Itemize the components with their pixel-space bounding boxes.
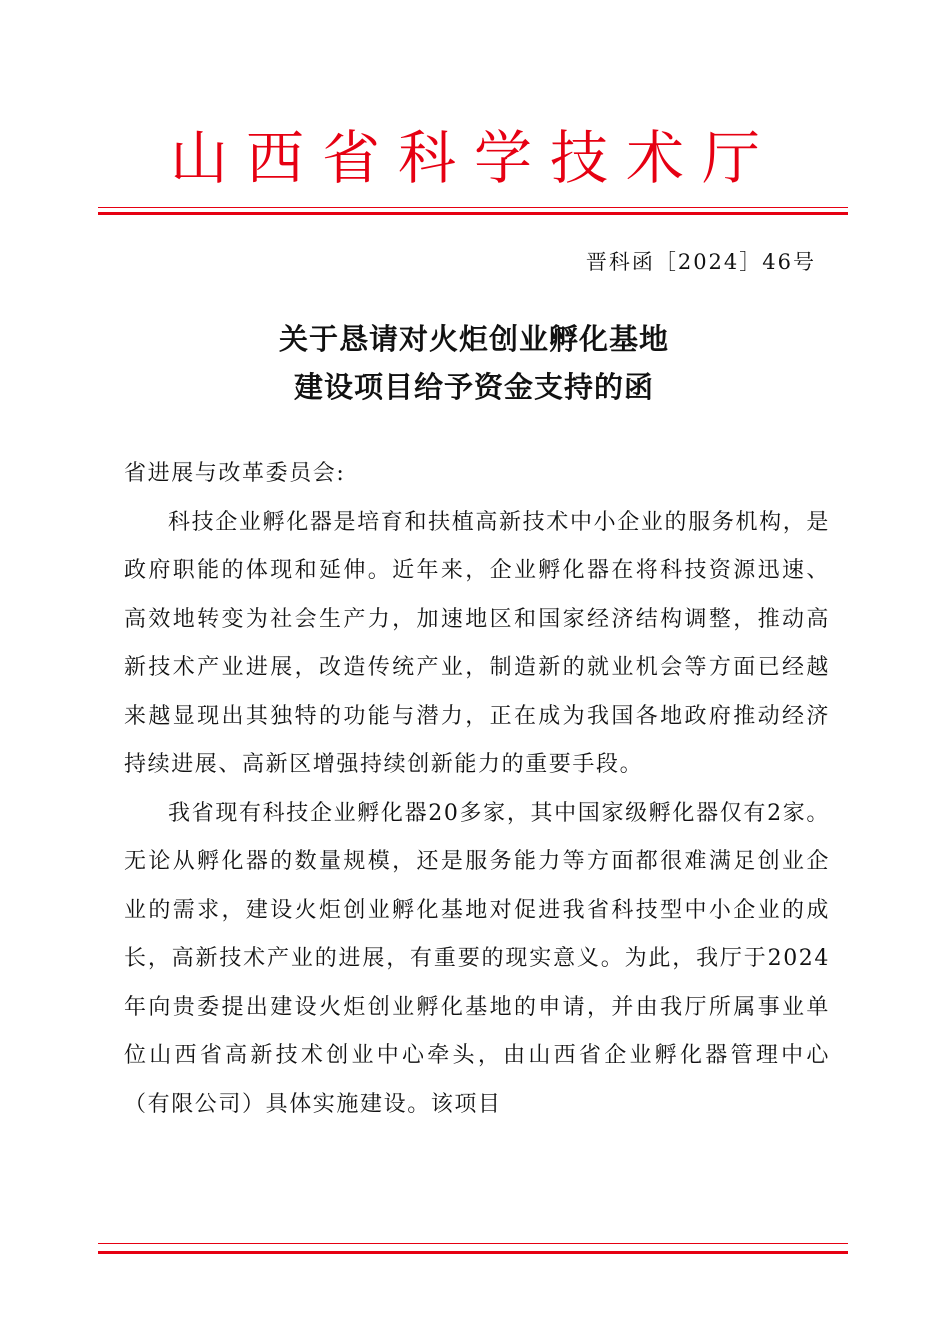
salutation: 省进展与改革委员会:: [124, 461, 346, 486]
paragraph-2: 我省现有科技企业孵化器20多家，其中国家级孵化器仅有2家。无论从孵化器的数量规模，还是服务能力等方面都很难满足创业企业的需求，建设火炬创业孵化基地对促进我省科技型中小企业的成长，高新技术产业的进展，有重要的现实意义。为此，我厅于2024年向贵委提出建设火炬创业孵化基地的申请，并由我厅所属事业单位山西省高新技术创业中心牵头，由山西省企业孵化器管理中心（有限公司）具体实施建设。该项目: [124, 800, 830, 1117]
document-number: 晋科函［2024］46号: [585, 250, 816, 274]
letter-body: [124, 450, 830, 1129]
title-line-1: 关于恳请对火炬创业孵化基地: [278, 322, 669, 356]
agency-name: 山西省科学技术厅: [169, 124, 778, 192]
footer-rule-thick: [98, 1251, 848, 1254]
header-rule-thick: [98, 212, 848, 215]
title-line-2: 建设项目给予资金支持的函: [293, 370, 654, 404]
document-title: [98, 315, 850, 411]
footer-rule-thin: [98, 1243, 848, 1244]
header-rule-thin: [98, 207, 848, 208]
paragraph-1: 科技企业孵化器是培育和扶植高新技术中小企业的服务机构，是政府职能的体现和延伸。近年来，企业孵化器在将科技资源迅速、高效地转变为社会生产力，加速地区和国家经济结构调整，推动高新技术产业进展，改造传统产业，制造新的就业机会等方面已经越来越显现出其独特的功能与潜力，正在成为我国各地政府推动经济持续进展、高新区增强持续创新能力的重要手段。: [124, 509, 830, 777]
